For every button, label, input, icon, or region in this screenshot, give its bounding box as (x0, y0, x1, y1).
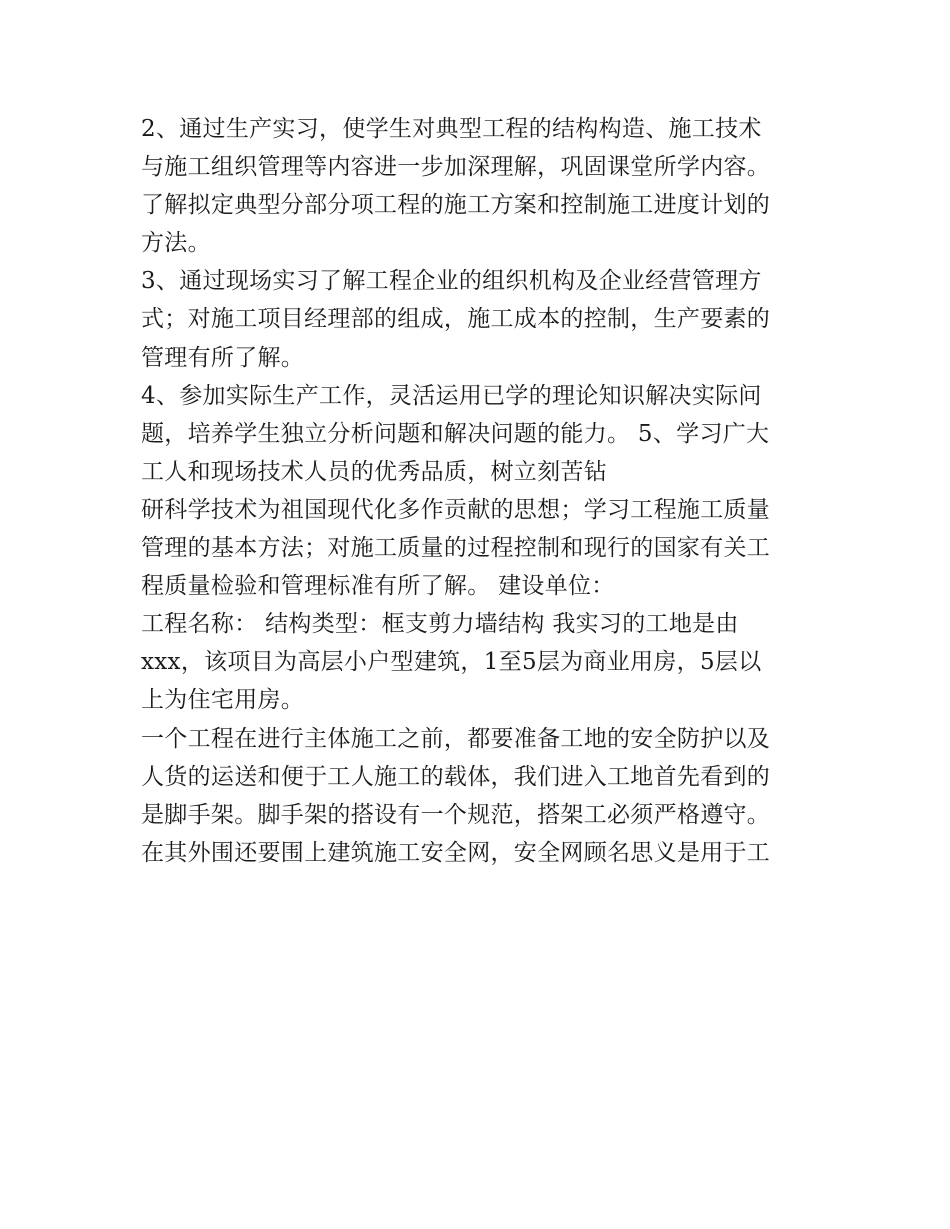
text-line: 式；对施工项目经理部的组成，施工成本的控制，生产要素的 (141, 306, 771, 333)
text-line: 4、参加实际生产工作，灵活运用已学的理论知识解决实际问 (141, 382, 762, 409)
text-line: 一个工程在进行主体施工之前，都要准备工地的安全防护以及 (141, 725, 771, 752)
text-line: xxx，该项目为高层小户型建筑，1至5层为商业用房，5层以 (141, 649, 762, 676)
text-line: 2、通过生产实习，使学生对典型工程的结构构造、施工技术 (141, 116, 762, 142)
text-line: 方法。 (141, 230, 211, 257)
text-line: 工程名称： 结构类型：框支剪力墙结构 我实习的工地是由 (141, 611, 739, 638)
document-body (141, 110, 821, 872)
text-line: 与施工组织管理等内容进一步加深理解，巩固课堂所学内容。 (141, 154, 771, 181)
text-line: 在其外围还要围上建筑施工安全网，安全网顾名思义是用于工 (141, 839, 771, 866)
text-line: 工人和现场技术人员的优秀品质，树立刻苦钻 (141, 458, 607, 485)
text-line: 管理的基本方法；对施工质量的过程控制和现行的国家有关工 (141, 535, 771, 562)
text-line: 管理有所了解。 (141, 344, 305, 371)
text-line: 题，培养学生独立分析问题和解决问题的能力。 5、学习广大 (141, 420, 770, 447)
text-line: 3、通过现场实习了解工程企业的组织机构及企业经营管理方 (141, 268, 762, 295)
text-line: 上为住宅用房。 (141, 687, 305, 714)
text-line: 程质量检验和管理标准有所了解。 建设单位： (141, 573, 615, 600)
text-line: 是脚手架。脚手架的搭设有一个规范，搭架工必须严格遵守。 (141, 801, 771, 828)
text-line: 研科学技术为祖国现代化多作贡献的思想；学习工程施工质量 (141, 496, 771, 523)
text-line: 人货的运送和便于工人施工的载体，我们进入工地首先看到的 (141, 763, 771, 790)
text-line: 了解拟定典型分部分项工程的施工方案和控制施工进度计划的 (141, 192, 771, 219)
